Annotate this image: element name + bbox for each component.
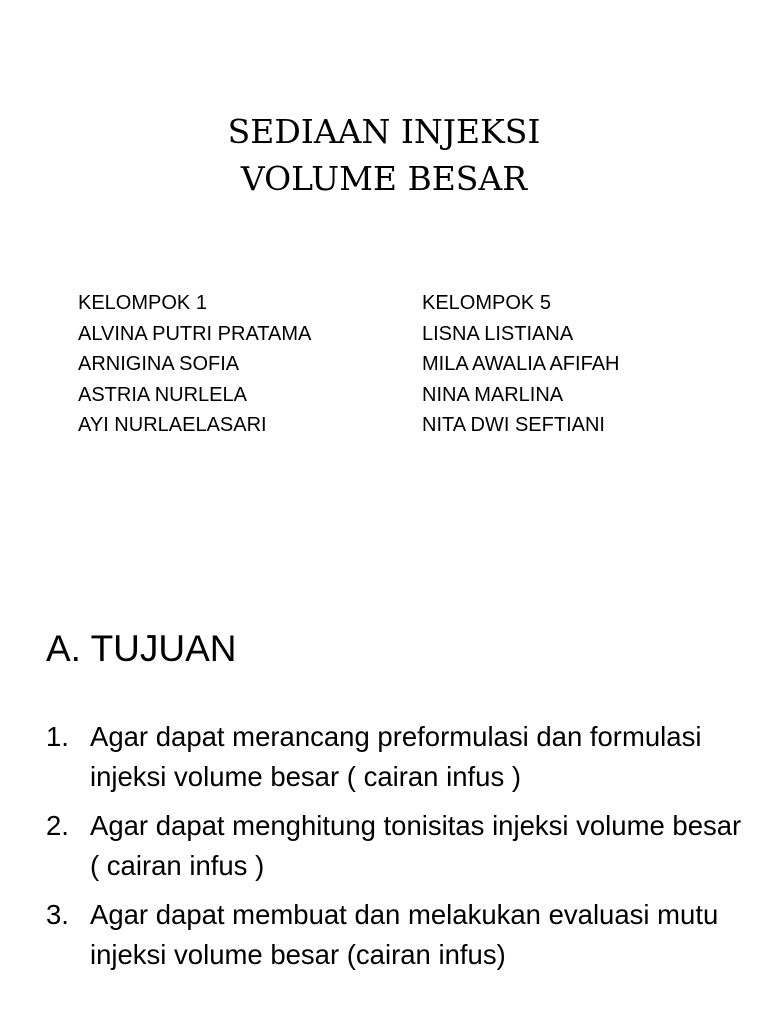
title-line-2: VOLUME BESAR <box>240 159 528 198</box>
group-list-right <box>422 288 619 441</box>
slide-title <box>0 108 768 202</box>
member-name: ALVINA PUTRI PRATAMA <box>78 322 312 345</box>
title-line-1: SEDIAAN INJEKSI <box>227 112 541 151</box>
group-heading: KELOMPOK 5 <box>422 292 551 314</box>
item-text: Agar dapat menghitung tonisitas injeksi volume besar ( cairan infus ) <box>90 810 742 881</box>
group-heading: KELOMPOK 1 <box>78 292 207 314</box>
member-name: ASTRIA NURLELA <box>78 383 247 406</box>
item-text: Agar dapat membuat dan melakukan evaluasi mutu injeksi volume besar (cairan infus) <box>90 899 719 970</box>
member-name: ARNIGINA SOFIA <box>78 353 240 375</box>
member-name: NINA MARLINA <box>422 383 564 406</box>
list-item <box>46 895 746 975</box>
group-list-left <box>78 288 311 441</box>
section-heading: A. TUJUAN <box>46 628 237 669</box>
objectives-list <box>46 717 746 984</box>
item-number: 2. <box>46 810 69 841</box>
member-name: AYI NURLAELASARI <box>78 414 267 436</box>
item-number: 1. <box>46 721 69 752</box>
member-name: NITA DWI SEFTIANI <box>422 414 605 436</box>
objectives-slide <box>0 512 768 1024</box>
item-number: 3. <box>46 899 69 930</box>
list-item <box>46 806 746 886</box>
member-name: LISNA LISTIANA <box>422 322 574 345</box>
list-item <box>46 717 746 797</box>
item-text: Agar dapat merancang preformulasi dan formulasi injeksi volume besar ( cairan infus ) <box>90 721 702 792</box>
member-name: MILA AWALIA AFIFAH <box>422 353 620 375</box>
